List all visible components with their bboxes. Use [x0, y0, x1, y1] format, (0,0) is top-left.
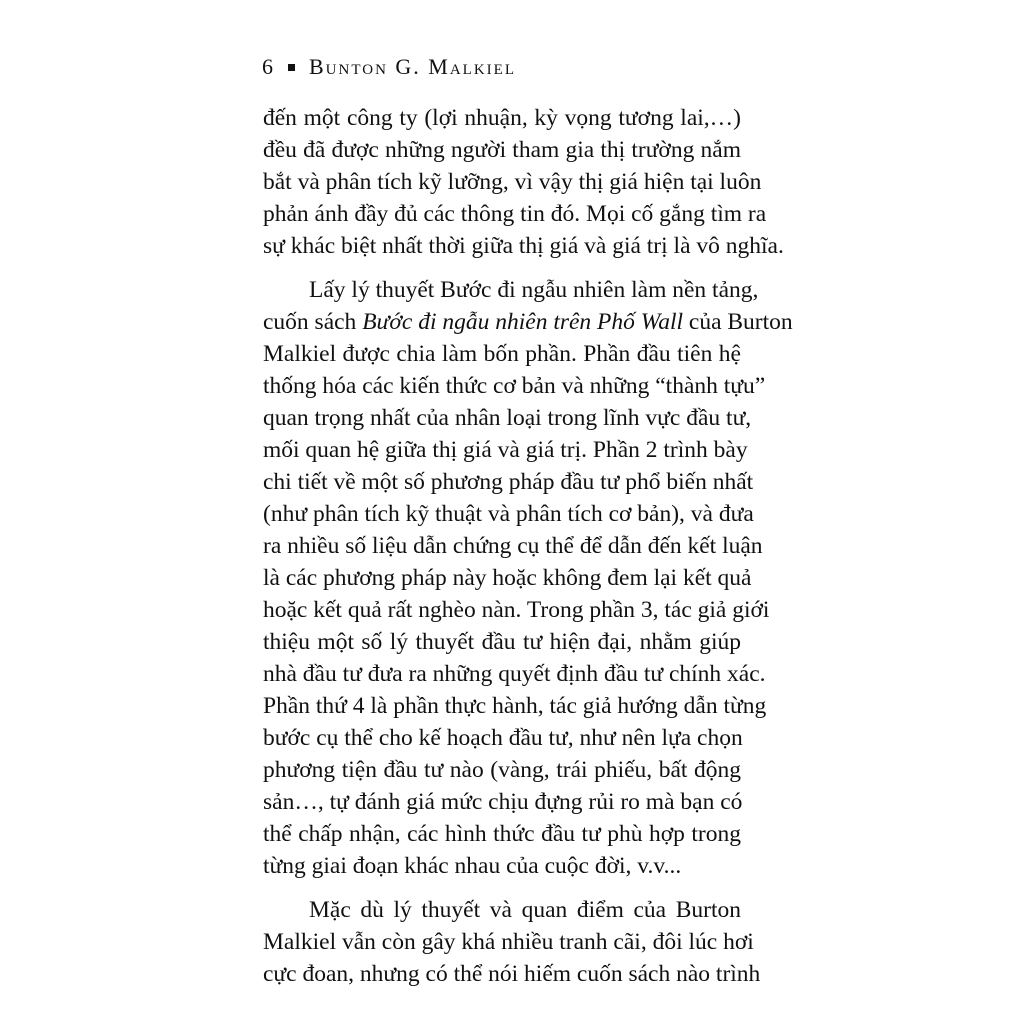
running-author: Bunton G. Malkiel [309, 54, 516, 79]
text-line: bắt và phân tích kỹ lưỡng, vì vậy thị giá hiện tại luôn [263, 169, 762, 195]
paragraph-1 [263, 102, 784, 262]
text-line: Mặc dù lý thuyết và quan điểm của Burton [309, 897, 741, 923]
page-number: 6 [262, 54, 274, 79]
text-line: Lấy lý thuyết Bước đi ngẫu nhiên làm nền tảng, [309, 277, 759, 303]
text-line: chi tiết về một số phương pháp đầu tư phổ biến nhất [263, 469, 754, 495]
text-line: thể chấp nhận, các hình thức đầu tư phù hợp trong [263, 821, 741, 847]
paragraph-gap [263, 262, 741, 274]
text-line: ra nhiều số liệu dẫn chứng cụ thể để dẫn đến kết luận [263, 533, 763, 559]
text-line: Malkiel được chia làm bốn phần. Phần đầu tiên hệ [263, 341, 741, 367]
text-line: nhà đầu tư đưa ra những quyết định đầu tư chính xác. [263, 661, 766, 687]
text-line-with-title [263, 306, 793, 338]
header-bullet-icon [288, 64, 295, 71]
text-line: phản ánh đầy đủ các thông tin đó. Mọi cố gắng tìm ra [263, 201, 767, 227]
text-line: thiệu một số lý thuyết đầu tư hiện đại, nhằm giúp [263, 629, 741, 655]
text-line: sự khác biệt nhất thời giữa thị giá và giá trị là vô nghĩa. [263, 233, 784, 259]
text-line: đến một công ty (lợi nhuận, kỳ vọng tương lai,…) [263, 105, 741, 131]
text-line: phương tiện đầu tư nào (vàng, trái phiếu, bất động [263, 757, 741, 783]
text-line: (như phân tích kỹ thuật và phân tích cơ bản), và đưa [263, 501, 754, 527]
text-line: mối quan hệ giữa thị giá và giá trị. Phần 2 trình bày [263, 437, 748, 463]
text-fragment: của Burton [683, 309, 793, 335]
text-line: Malkiel vẫn còn gây khá nhiều tranh cãi, đôi lúc hơi [263, 929, 754, 955]
text-line: thống hóa các kiến thức cơ bản và những “thành tựu” [263, 373, 766, 399]
book-title: Bước đi ngẫu nhiên trên Phố Wall [362, 309, 684, 335]
paragraph-gap [263, 882, 741, 894]
text-line: sản…, tự đánh giá mức chịu đựng rủi ro mà bạn có [263, 789, 743, 815]
text-fragment: cuốn sách [263, 309, 363, 335]
paragraph-2 [263, 274, 793, 882]
text-line: quan trọng nhất của nhân loại trong lĩnh vực đầu tư, [263, 405, 752, 431]
text-line: là các phương pháp này hoặc không đem lại kết quả [263, 565, 752, 591]
text-line: cực đoan, nhưng có thể nói hiếm cuốn sách nào trình [263, 961, 761, 987]
text-line: hoặc kết quả rất nghèo nàn. Trong phần 3, tác giả giới [263, 597, 770, 623]
text-line: từng giai đoạn khác nhau của cuộc đời, v.v... [263, 853, 682, 879]
text-line: đều đã được những người tham gia thị trường nắm [263, 137, 741, 163]
text-line: Phần thứ 4 là phần thực hành, tác giả hướng dẫn từng [263, 693, 767, 719]
body-text [263, 102, 793, 990]
paragraph-3 [263, 894, 761, 990]
text-line: bước cụ thể cho kế hoạch đầu tư, như nên lựa chọn [263, 725, 743, 751]
running-header [262, 52, 516, 82]
